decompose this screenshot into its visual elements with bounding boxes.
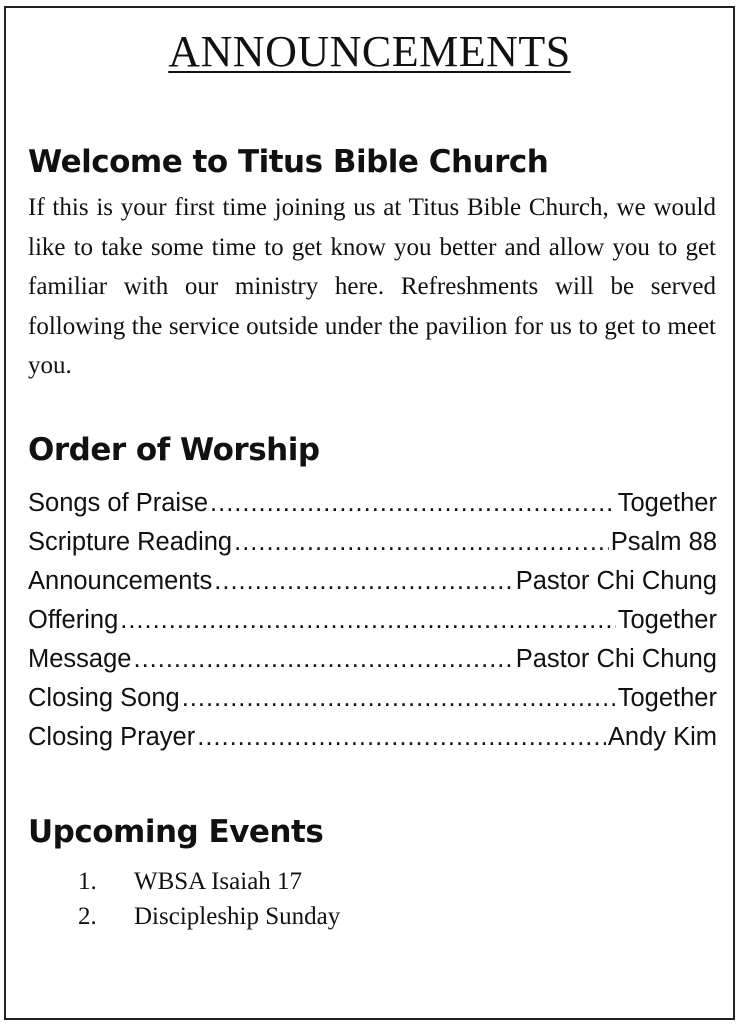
order-label: Message bbox=[28, 645, 132, 673]
order-row bbox=[28, 523, 717, 562]
welcome-paragraph: If this is your first time joining us at Titus Bible Church, we would like to take some time to get know you better and allow you to get familiar with our ministry here. Refreshments will be served following the service outside under the pavilion for us to get to meet you. bbox=[28, 194, 716, 379]
dot-leader bbox=[214, 562, 513, 601]
welcome-heading: Welcome to Titus Bible Church bbox=[28, 144, 549, 180]
event-text: Discipleship Sunday bbox=[134, 903, 341, 930]
order-label: Announcements bbox=[28, 567, 213, 595]
order-value: Together bbox=[617, 489, 717, 517]
dot-leader bbox=[234, 523, 609, 562]
dot-leader bbox=[182, 679, 616, 718]
upcoming-events-list bbox=[78, 864, 340, 934]
order-label: Scripture Reading bbox=[28, 528, 233, 556]
title-text: ANNOUNCEMENTS bbox=[168, 27, 571, 76]
list-item bbox=[78, 899, 340, 934]
order-row bbox=[28, 679, 717, 718]
order-label: Offering bbox=[28, 606, 119, 634]
dot-leader bbox=[197, 718, 606, 757]
order-value: Together bbox=[617, 606, 717, 634]
order-row bbox=[28, 562, 717, 601]
event-text: WBSA Isaiah 17 bbox=[134, 868, 303, 895]
order-row bbox=[28, 484, 717, 523]
list-number: 1. bbox=[78, 868, 97, 895]
order-value: Together bbox=[617, 684, 717, 712]
order-row bbox=[28, 601, 717, 640]
order-label: Closing Song bbox=[28, 684, 180, 712]
order-label: Songs of Praise bbox=[28, 489, 209, 517]
dot-leader bbox=[210, 484, 616, 523]
dot-leader bbox=[133, 640, 513, 679]
dot-leader bbox=[120, 601, 616, 640]
order-of-worship-list bbox=[28, 484, 717, 757]
order-row bbox=[28, 640, 717, 679]
order-value: Pastor Chi Chung bbox=[515, 645, 717, 673]
announcement-sheet bbox=[4, 6, 735, 1020]
order-value: Andy Kim bbox=[607, 723, 717, 751]
order-value: Psalm 88 bbox=[610, 528, 717, 556]
order-label: Closing Prayer bbox=[28, 723, 196, 751]
page-title bbox=[6, 28, 733, 76]
order-row bbox=[28, 718, 717, 757]
list-item bbox=[78, 864, 340, 899]
order-heading: Order of Worship bbox=[28, 432, 320, 468]
list-number: 2. bbox=[78, 903, 97, 930]
events-heading: Upcoming Events bbox=[28, 814, 324, 850]
order-value: Pastor Chi Chung bbox=[515, 567, 717, 595]
